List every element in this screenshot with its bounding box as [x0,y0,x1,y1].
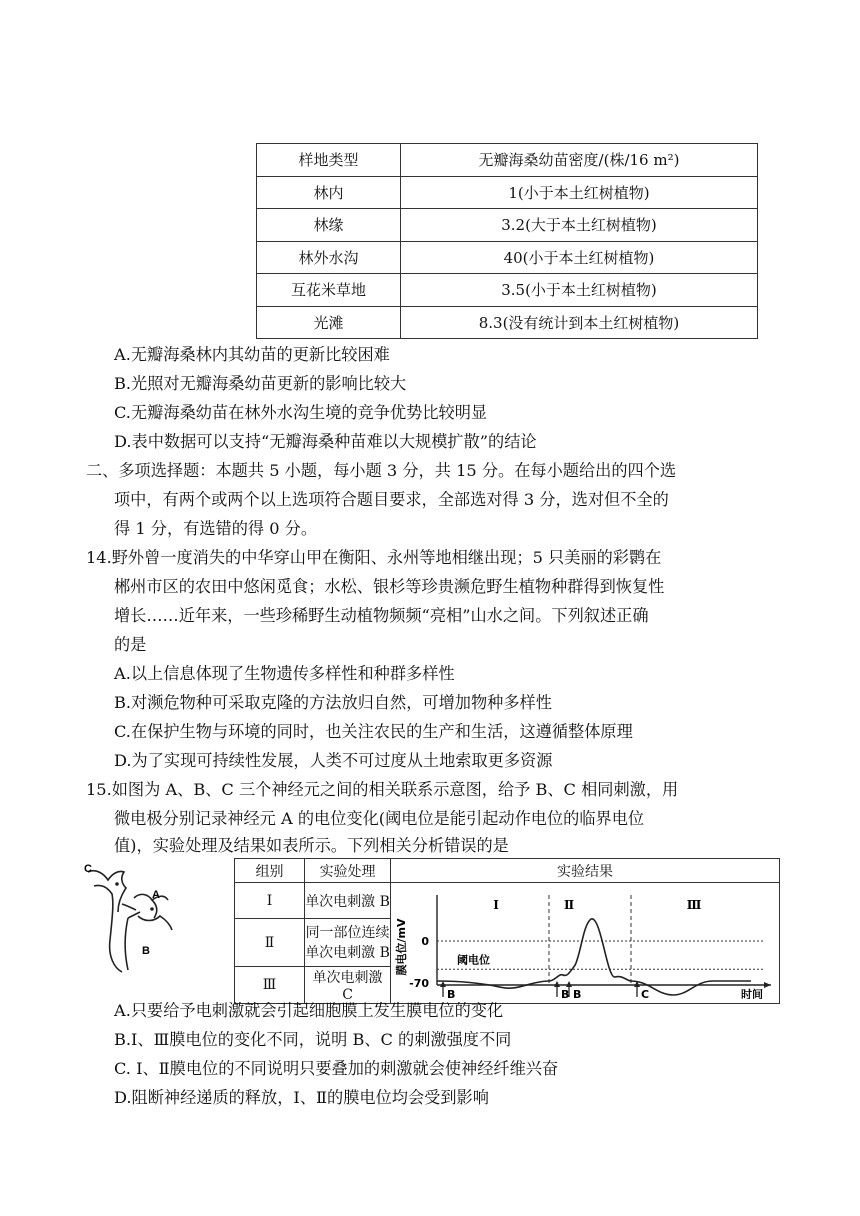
y-axis-label: 膜电位/mV [395,918,408,976]
table-row [257,274,758,307]
q15-stem-line: 值)，实验处理及结果如表所示。下列相关分析错误的是 [114,836,509,855]
table-cell: 40(小于本土红树植物) [401,241,758,274]
stimulus-label: B [447,988,456,999]
q15-stem-line: 微电极分别记录神经元 A 的电位变化(阈电位是能引起动作电位的临界电位 [114,809,645,828]
table-cell: 1(小于本土红树植物) [401,176,758,209]
q15-stem: 15.如图为 A、B、C 三个神经元之间的相关联系示意图，给予 B、C 相同刺激，用 [86,780,679,799]
table-cell: Ⅲ [235,967,305,1004]
x-axis-arrow [764,982,771,988]
table-header-row [257,144,758,177]
table-cell: 林外水沟 [257,241,401,274]
q14-option-a: A.以上信息体现了生物遗传多样性和种群多样性 [114,664,455,683]
table-cell: 单次电刺激 C [305,967,391,1004]
experiment-table [234,858,780,1004]
neuron-diagram [82,860,192,980]
q13-option-c: C.无瓣海桑幼苗在林外水沟生境的竞争优势比较明显 [114,403,488,422]
neuron-a-nucleus [150,907,154,911]
table-cell: 光滩 [257,306,401,339]
table-cell: Ⅰ [235,883,305,919]
table-header-cell: 样地类型 [257,144,401,177]
table-header-cell: 实验处理 [305,859,391,883]
neuron-label-c: C [84,863,92,875]
phase-label: Ⅱ [563,898,575,912]
density-table [256,143,758,339]
q13-option-d: D.表中数据可以支持“无瓣海桑种苗难以大规模扩散”的结论 [114,432,537,451]
q14-option-b: B.对濒危物种可采取克隆的方法放归自然，可增加物种多样性 [114,693,552,712]
table-row [257,176,758,209]
y-tick-label: -70 [409,977,429,990]
q14-stem-line: 的是 [114,635,147,654]
table-header-cell: 无瓣海桑幼苗密度/(株/16 m²) [401,144,758,177]
table-cell: 林内 [257,176,401,209]
table-header-cell: 实验结果 [391,859,780,883]
q13-option-a: A.无瓣海桑林内其幼苗的更新比较困难 [114,345,390,364]
q14-stem-line: 郴州市区的农田中悠闲觅食；水松、银杉等珍贵濒危野生植物种群得到恢复性 [114,577,665,596]
table-cell-line: 同一部位连续 [305,924,390,941]
q15-option-c: C. Ⅰ、Ⅱ膜电位的不同说明只要叠加的刺激就会使神经纤维兴奋 [114,1059,559,1078]
neuron-label-a: A [152,889,160,901]
membrane-potential-chart [391,887,779,999]
table-cell: 单次电刺激 B [305,883,391,919]
table-header-row [235,859,780,883]
table-cell: 林缘 [257,209,401,242]
stimulus-arrowhead [440,981,446,987]
q14-stem-line: 增长……近年来，一些珍稀野生动植物频频“亮相”山水之间。下列叙述正确 [114,606,649,625]
q14-option-c: C.在保护生物与环境的同时，也关注农民的生产和生活，这遵循整体原理 [114,722,633,741]
table-cell [305,919,391,967]
q13-option-b: B.光照对无瓣海桑幼苗更新的影响比较大 [114,374,407,393]
stimulus-arrowhead [566,981,572,987]
table-cell: 3.5(小于本土红树植物) [401,274,758,307]
table-row [257,209,758,242]
phase-label: Ⅲ [686,898,702,912]
table-row [257,241,758,274]
section-heading: 二、多项选择题：本题共 5 小题，每小题 3 分，共 15 分。在每小题给出的四个选 [86,461,677,480]
table-cell: Ⅱ [235,919,305,967]
q15-option-b: B.Ⅰ、Ⅲ膜电位的变化不同，说明 B、C 的刺激强度不同 [114,1030,512,1049]
threshold-label: 阈电位 [457,953,490,967]
stimulus-arrowhead [554,981,560,987]
curve-phase-2 [549,919,631,981]
stimulus-label: B [561,988,570,999]
stimulus-label: B [573,988,582,999]
table-cell: 互花米草地 [257,274,401,307]
q14-option-d: D.为了实现可持续性发展，人类不可过度从土地索取更多资源 [114,751,553,770]
stimulus-label: C [641,988,650,999]
phase-label: Ⅰ [493,898,499,912]
q15-option-d: D.阻断神经递质的释放，Ⅰ、Ⅱ的膜电位均会受到影响 [114,1088,489,1107]
neuron-label-b: B [142,945,150,957]
table-cell: 8.3(没有统计到本土红树植物) [401,306,758,339]
table-row [235,883,780,919]
table-cell: 3.2(大于本土红树植物) [401,209,758,242]
q15-option-a: A.只要给予电刺激就会引起细胞膜上发生膜电位的变化 [114,1001,504,1020]
x-axis-label: 时间 [741,988,763,999]
section-heading-line: 项中，有两个或两个以上选项符合题目要求，全部选对得 3 分，选对但不全的 [114,490,669,509]
section-heading-line: 得 1 分，有选错的得 0 分。 [114,519,318,538]
table-cell-line: 单次电刺激 B [305,944,390,961]
result-chart-cell [391,883,780,1004]
table-row [257,306,758,339]
y-tick-label: 0 [421,935,429,948]
neuron-c-nucleus [115,882,119,886]
table-header-cell: 组别 [235,859,305,883]
q14-stem: 14.野外曾一度消失的中华穿山甲在衡阳、永州等地相继出现；5 只美丽的彩鹮在 [86,548,662,567]
